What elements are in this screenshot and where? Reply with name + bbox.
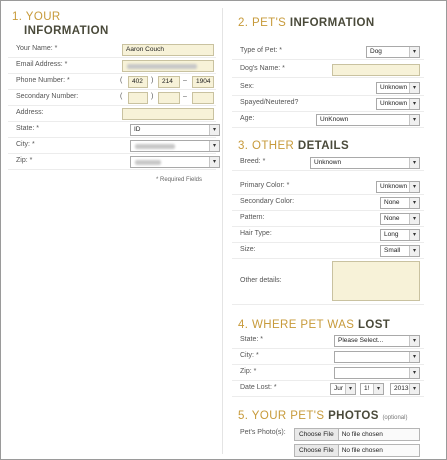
row-primary-color	[232, 179, 424, 195]
section-title-other-details: 3. OTHER DETAILS	[238, 140, 350, 152]
chevron-down-icon: ▾	[373, 384, 383, 394]
primary-color-label: Primary Color: *	[240, 182, 290, 189]
primary-color-select[interactable]: Unknown ▾	[376, 181, 420, 193]
pattern-label: Pattern:	[240, 214, 265, 221]
row-other-details	[232, 259, 424, 305]
breed-select[interactable]: Unknown ▾	[310, 157, 420, 169]
row-secondary-number: Secondary Number: ( ) –	[8, 90, 216, 106]
email-input[interactable]	[122, 60, 214, 72]
your-information-column	[8, 0, 216, 460]
lost-city-select[interactable]	[334, 351, 420, 363]
section-title-photos: 5. YOUR PET'S PHOTOS (optional)	[238, 410, 408, 422]
required-fields-note: * Required Fields	[156, 177, 203, 183]
lost-zip-select[interactable]	[334, 367, 420, 379]
row-lost-city	[232, 349, 424, 365]
file-status: No file chosen	[341, 431, 383, 438]
lost-month-select[interactable]: Jur ▾	[330, 383, 356, 395]
chevron-down-icon: ▾	[409, 352, 419, 362]
pattern-select[interactable]: None ▾	[380, 213, 420, 225]
row-date-lost	[232, 381, 424, 397]
city-label: City: *	[16, 141, 35, 148]
hair-type-select[interactable]: Long ▾	[380, 229, 420, 241]
address-label: Address:	[16, 109, 44, 116]
file-status: No file chosen	[341, 447, 383, 454]
other-details-textarea[interactable]	[332, 261, 420, 301]
lost-day-select[interactable]: 1! ▾	[360, 383, 384, 395]
row-pet-name	[232, 62, 424, 78]
chevron-down-icon: ▾	[409, 182, 419, 192]
row-size	[232, 243, 424, 259]
chevron-down-icon: ▾	[409, 384, 419, 394]
lost-city-label: City: *	[240, 352, 259, 359]
chevron-down-icon: ▾	[409, 198, 419, 208]
chevron-down-icon: ▾	[409, 47, 419, 57]
size-select[interactable]: Small ▾	[380, 245, 420, 257]
blurred-email	[127, 64, 197, 69]
size-label: Size:	[240, 246, 256, 253]
zip-label: Zip: *	[16, 157, 33, 164]
chevron-down-icon: ▾	[209, 157, 219, 167]
row-lost-state	[232, 333, 424, 349]
date-lost-label: Date Lost: *	[240, 384, 277, 391]
phone-label: Phone Number: *	[16, 77, 70, 84]
chevron-down-icon: ▾	[409, 158, 419, 168]
pet-name-label: Dog's Name: *	[240, 65, 285, 72]
secondary-area-input[interactable]	[128, 92, 148, 104]
row-secondary-color	[232, 195, 424, 211]
photos-label: Pet's Photo(s):	[240, 429, 286, 436]
row-email	[8, 58, 216, 74]
hair-type-label: Hair Type:	[240, 230, 272, 237]
photo-file-input-2[interactable]	[294, 444, 420, 457]
row-spayed	[232, 96, 424, 112]
lost-zip-label: Zip: *	[240, 368, 257, 375]
row-hair-type	[232, 227, 424, 243]
chevron-down-icon: ▾	[209, 125, 219, 135]
choose-file-button[interactable]: Choose File	[295, 445, 339, 456]
age-label: Age:	[240, 115, 255, 122]
other-details-label: Other details:	[240, 277, 282, 284]
pet-name-input[interactable]	[332, 64, 420, 76]
your-name-label: Your Name: *	[16, 45, 58, 52]
row-phone: Phone Number: * ( 402 ) 214 – 1904	[8, 74, 216, 90]
zip-select[interactable]	[130, 156, 220, 168]
row-lost-zip	[232, 365, 424, 381]
sex-select[interactable]: Unknown ▾	[376, 82, 420, 94]
address-input[interactable]	[122, 108, 214, 120]
breed-label: Breed: *	[240, 158, 266, 165]
spayed-select[interactable]: Unknown ▾	[376, 98, 420, 110]
chevron-down-icon: ▾	[409, 214, 419, 224]
column-divider	[222, 8, 223, 454]
row-sex	[232, 80, 424, 96]
optional-note: (optional)	[382, 415, 408, 421]
email-label: Email Address: *	[16, 61, 68, 68]
spayed-label: Spayed/Neutered?	[240, 99, 299, 106]
chevron-down-icon: ▾	[409, 246, 419, 256]
photo-file-input-1[interactable]	[294, 428, 420, 441]
state-select[interactable]: ID ▾	[130, 124, 220, 136]
blurred-city	[135, 144, 175, 149]
row-state	[8, 122, 216, 138]
row-breed	[232, 155, 424, 171]
row-zip	[8, 154, 216, 170]
chevron-down-icon: ▾	[409, 336, 419, 346]
row-age	[232, 112, 424, 128]
section-title-where-lost: 4. WHERE PET WAS LOST	[238, 319, 391, 331]
choose-file-button[interactable]: Choose File	[295, 429, 339, 440]
pet-type-select[interactable]: Dog ▾	[366, 46, 420, 58]
row-pet-type	[232, 44, 424, 60]
blurred-zip	[135, 160, 161, 165]
age-select[interactable]: UnKnown ▾	[316, 114, 420, 126]
phone-line-input[interactable]: 1904	[192, 76, 214, 88]
sex-label: Sex:	[240, 83, 255, 90]
pet-column	[232, 0, 424, 460]
chevron-down-icon: ▾	[409, 230, 419, 240]
secondary-color-label: Secondary Color:	[240, 198, 295, 205]
row-photos	[232, 426, 424, 460]
chevron-down-icon: ▾	[409, 368, 419, 378]
state-label: State: *	[16, 125, 39, 132]
chevron-down-icon: ▾	[345, 384, 355, 394]
city-select[interactable]	[130, 140, 220, 152]
chevron-down-icon: ▾	[409, 99, 419, 109]
lost-year-select[interactable]: 2013 ▾	[390, 383, 420, 395]
secondary-prefix-input[interactable]	[158, 92, 180, 104]
section-title-your-info: 1. YOUR INFORMATION	[12, 11, 109, 37]
row-pattern	[232, 211, 424, 227]
chevron-down-icon: ▾	[409, 83, 419, 93]
section-title-pet-info: 2. PET'S INFORMATION	[238, 17, 375, 29]
secondary-number-label: Secondary Number:	[16, 93, 79, 100]
chevron-down-icon: ▾	[209, 141, 219, 151]
lost-state-label: State: *	[240, 336, 263, 343]
your-name-input[interactable]: Aaron Couch	[122, 44, 214, 56]
secondary-color-select[interactable]: None ▾	[380, 197, 420, 209]
pet-type-label: Type of Pet: *	[240, 47, 283, 54]
phone-area-input[interactable]: 402	[128, 76, 148, 88]
row-city	[8, 138, 216, 154]
row-your-name	[8, 42, 216, 58]
row-address	[8, 106, 216, 122]
phone-prefix-input[interactable]: 214	[158, 76, 180, 88]
chevron-down-icon: ▾	[409, 115, 419, 125]
secondary-line-input[interactable]	[192, 92, 214, 104]
lost-state-select[interactable]: Please Select... ▾	[334, 335, 420, 347]
